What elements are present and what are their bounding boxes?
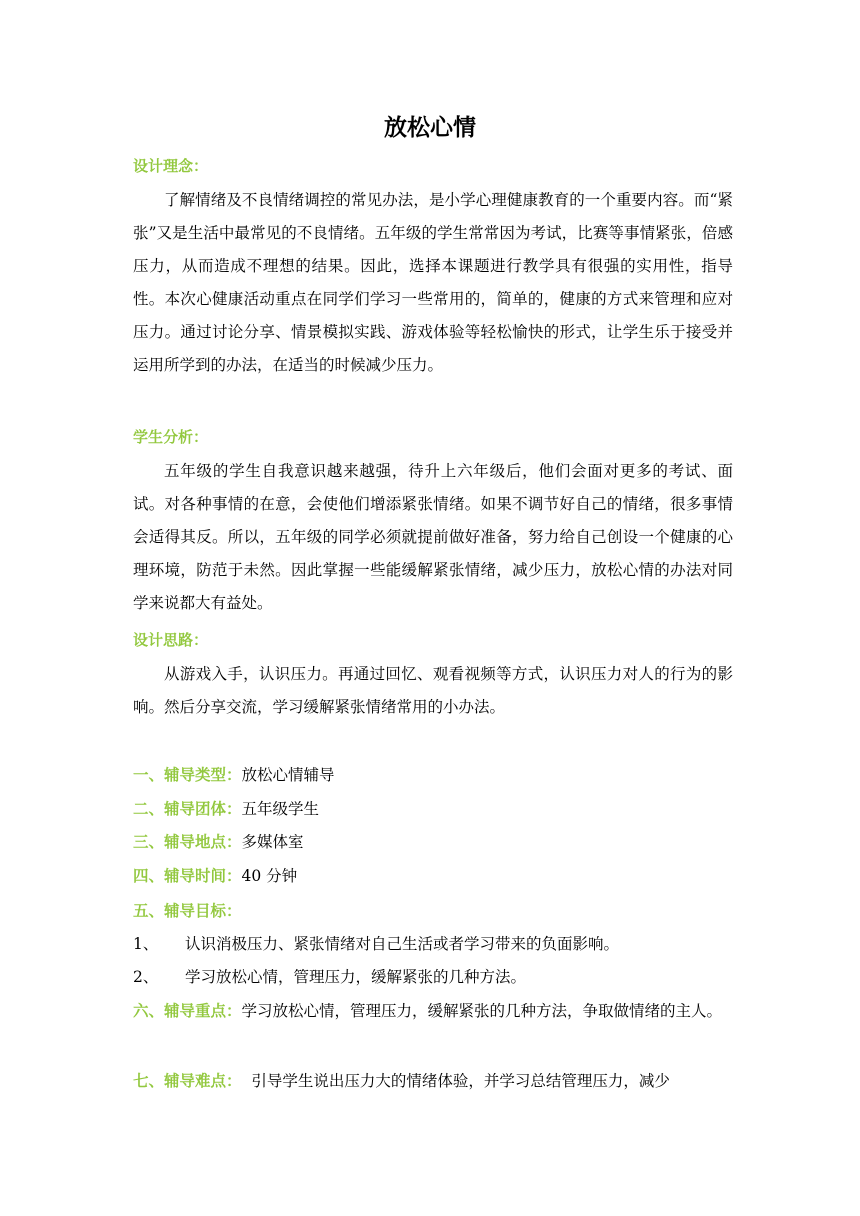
item-goals-label: 五、辅导目标： [133,902,242,920]
item-group-value: 五年级学生 [241,800,320,818]
item-place-value: 多媒体室 [241,833,304,851]
goal-text: 学习放松心情，管理压力，缓解紧张的几种方法。 [185,968,527,986]
goal-item [133,932,733,956]
item-difficulty-label: 七、辅导难点： [133,1072,242,1090]
item-difficulty [133,1069,733,1093]
item-group-label: 二、辅导团体： [133,800,242,818]
design-concept-heading: 设计理念： [133,157,209,175]
item-type [133,763,733,787]
goal-item [133,965,733,989]
item-type-value: 放松心情辅导 [241,766,335,784]
item-time [133,864,733,888]
student-analysis-heading: 学生分析： [133,428,209,446]
item-key-point-value: 学习放松心情，管理压力，缓解紧张的几种方法，争取做情绪的主人。 [241,1002,723,1020]
design-idea-text: 从游戏入手，认识压力。再通过回忆、观看视频等方式，认识压力对人的行为的影响。然后分享交流，学习缓解紧张情绪常用的小办法。 [133,665,733,716]
item-place [133,830,733,854]
item-time-label: 四、辅导时间： [133,867,242,885]
item-difficulty-value: 引导学生说出压力大的情绪体验，并学习总结管理压力，减少 [251,1072,670,1090]
design-idea-heading: 设计思路： [133,631,209,649]
item-key-point [133,995,733,1028]
item-goals [133,899,733,923]
goal-number: 2、 [133,968,159,986]
item-key-point-label: 六、辅导重点： [133,1002,242,1020]
goal-number: 1、 [133,935,159,953]
item-time-value: 40 分钟 [241,867,298,885]
item-type-label: 一、辅导类型： [133,766,242,784]
document-title: 放松心情 [384,115,476,141]
goal-text: 认识消极压力、紧张情绪对自己生活或者学习带来的负面影响。 [185,935,620,953]
design-concept-text: 了解情绪及不良情绪调控的常见办法，是小学心理健康教育的一个重要内容。而“紧张”又是生活中最常见的不良情绪。五年级的学生常常因为考试，比赛等事情紧张，倍感压力，从而造成不理想的结果。因此，选择本课题进行教学具有很强的实用性，指导性。本次心健康活动重点在同学们学习一些常用的，简单的，健康的方式来管理和应对压力。通过讨论分享、情景模拟实践、游戏体验等轻松愉快的形式，让学生乐于接受并运用所学到的办法，在适当的时候减少压力。 [133,191,733,374]
item-place-label: 三、辅导地点： [133,833,242,851]
student-analysis-text: 五年级的学生自我意识越来越强，待升上六年级后，他们会面对更多的考试、面试。对各种事情的在意，会使他们增添紧张情绪。如果不调节好自己的情绪，很多事情会适得其反。所以，五年级的同学必须就提前做好准备，努力给自己创设一个健康的心理环境，防范于未然。因此掌握一些能缓解紧张情绪，减少压力，放松心情的办法对同学来说都大有益处。 [133,462,733,612]
item-group [133,797,733,821]
